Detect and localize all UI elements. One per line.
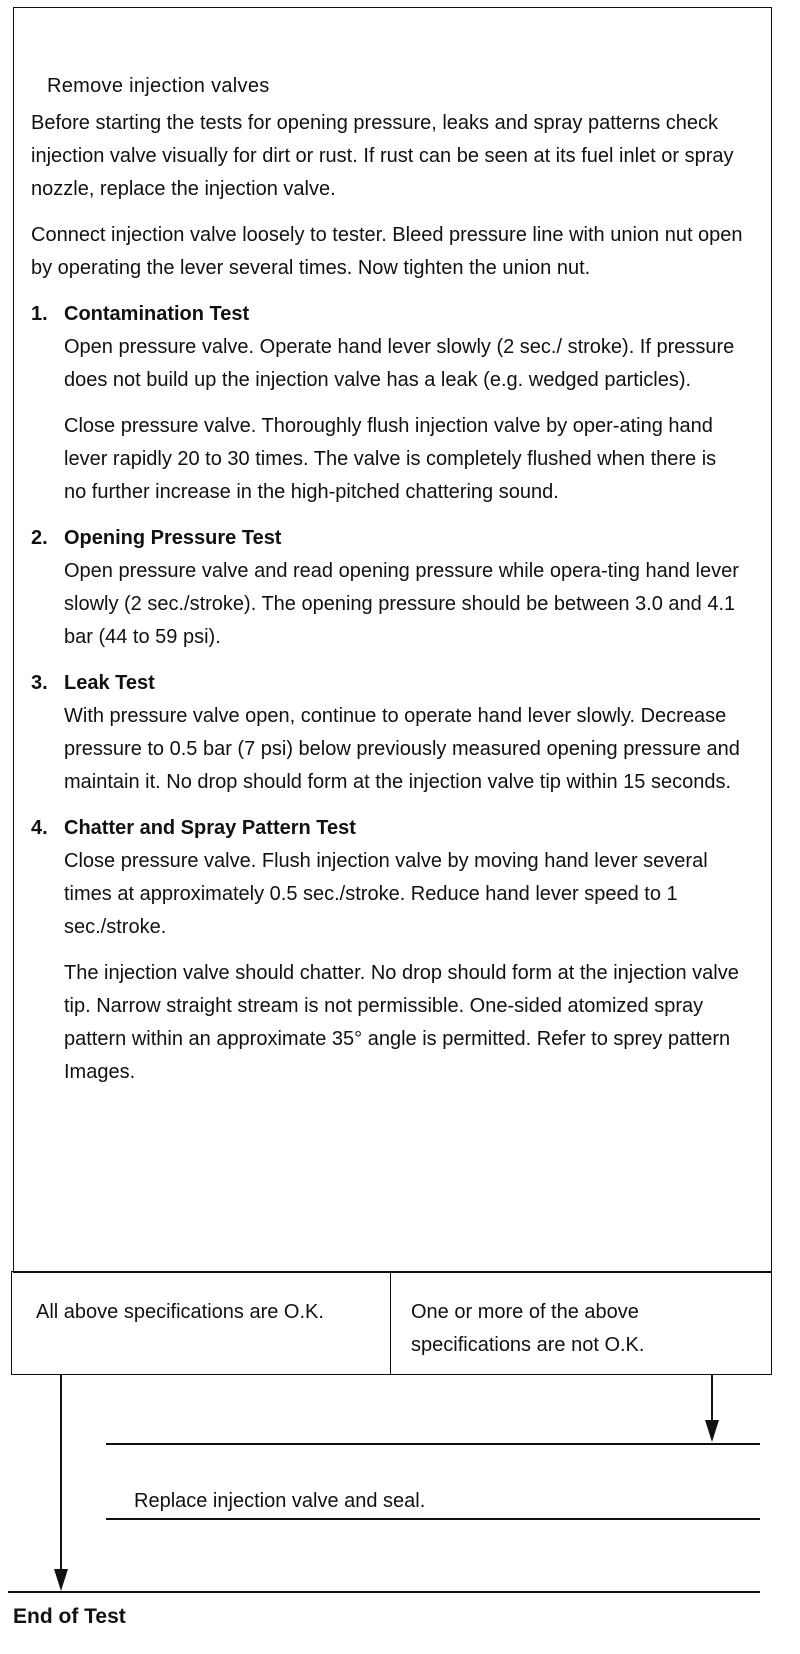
- end-rule: [8, 1591, 760, 1593]
- outcome-not-ok: One or more of the above specifications are not O.K.: [411, 1301, 645, 1356]
- step-title: Chatter and Spray Pattern Test: [64, 817, 356, 839]
- step-number: 4.: [31, 817, 48, 839]
- step-leak-test: [31, 667, 743, 799]
- flow-line-not-ok: [711, 1374, 713, 1422]
- step-number: 2.: [31, 527, 48, 549]
- flow-line-ok: [60, 1374, 62, 1571]
- section-heading: Remove injection valves: [47, 75, 270, 97]
- arrow-down-icon: [54, 1569, 68, 1591]
- action-top-rule: [106, 1443, 760, 1445]
- intro-paragraph: Connect injection valve loosely to tester. Bleed pressure line with union nut open by operating the lever several times. Now tighten the union nut.: [31, 224, 743, 279]
- step-number: 1.: [31, 303, 48, 325]
- step-chatter-spray-test: [31, 812, 743, 1089]
- step-number: 3.: [31, 672, 48, 694]
- step-paragraph: Open pressure valve. Operate hand lever slowly (2 sec./ stroke). If pressure does not build up the injection valve has a leak (e.g. wedged particles).: [64, 336, 735, 391]
- action-bottom-rule: [106, 1518, 760, 1520]
- outcome-ok: All above specifications are O.K.: [12, 1272, 391, 1374]
- step-title: Leak Test: [64, 672, 155, 694]
- step-paragraph: Open pressure valve and read opening pressure while opera-ting hand lever slowly (2 sec./stroke). The opening pressure should be between 3.0 and 4.1 bar (44 to 59 psi).: [64, 560, 739, 648]
- end-of-test-label: End of Test: [13, 1605, 126, 1628]
- step-paragraph: With pressure valve open, continue to operate hand lever slowly. Decrease pressure to 0.5 bar (7 psi) below previously measured opening pressure and maintain it. No drop should form at the injection valve tip within 15 seconds.: [64, 705, 740, 793]
- step-contamination-test: [31, 298, 743, 509]
- step-paragraph: The injection valve should chatter. No drop should form at the injection valve tip. Narrow straight stream is not permissible. One-sided atomized spray pattern within an approximate 35° angle is permitted. Refer to sprey pattern Images.: [64, 962, 739, 1083]
- arrow-down-icon: [705, 1420, 719, 1442]
- step-opening-pressure-test: [31, 522, 743, 654]
- step-paragraph: Close pressure valve. Flush injection valve by moving hand lever several times at approximately 0.5 sec./stroke. Reduce hand lever speed to 1 sec./stroke.: [64, 850, 708, 938]
- procedure-content: [31, 70, 743, 1102]
- intro-paragraph: Before starting the tests for opening pressure, leaks and spray patterns check injection valve visually for dirt or rust. If rust can be seen at its fuel inlet or spray nozzle, replace the injection valve.: [31, 112, 734, 200]
- step-title: Contamination Test: [64, 303, 250, 325]
- outcome-row: [11, 1271, 772, 1375]
- step-paragraph: Close pressure valve. Thoroughly flush injection valve by oper-ating hand lever rapidly 20 to 30 times. The valve is completely flushed when there is no further increase in the high-pitched chattering sound.: [64, 415, 717, 503]
- action-text: Replace injection valve and seal.: [134, 1490, 426, 1512]
- step-title: Opening Pressure Test: [64, 527, 282, 549]
